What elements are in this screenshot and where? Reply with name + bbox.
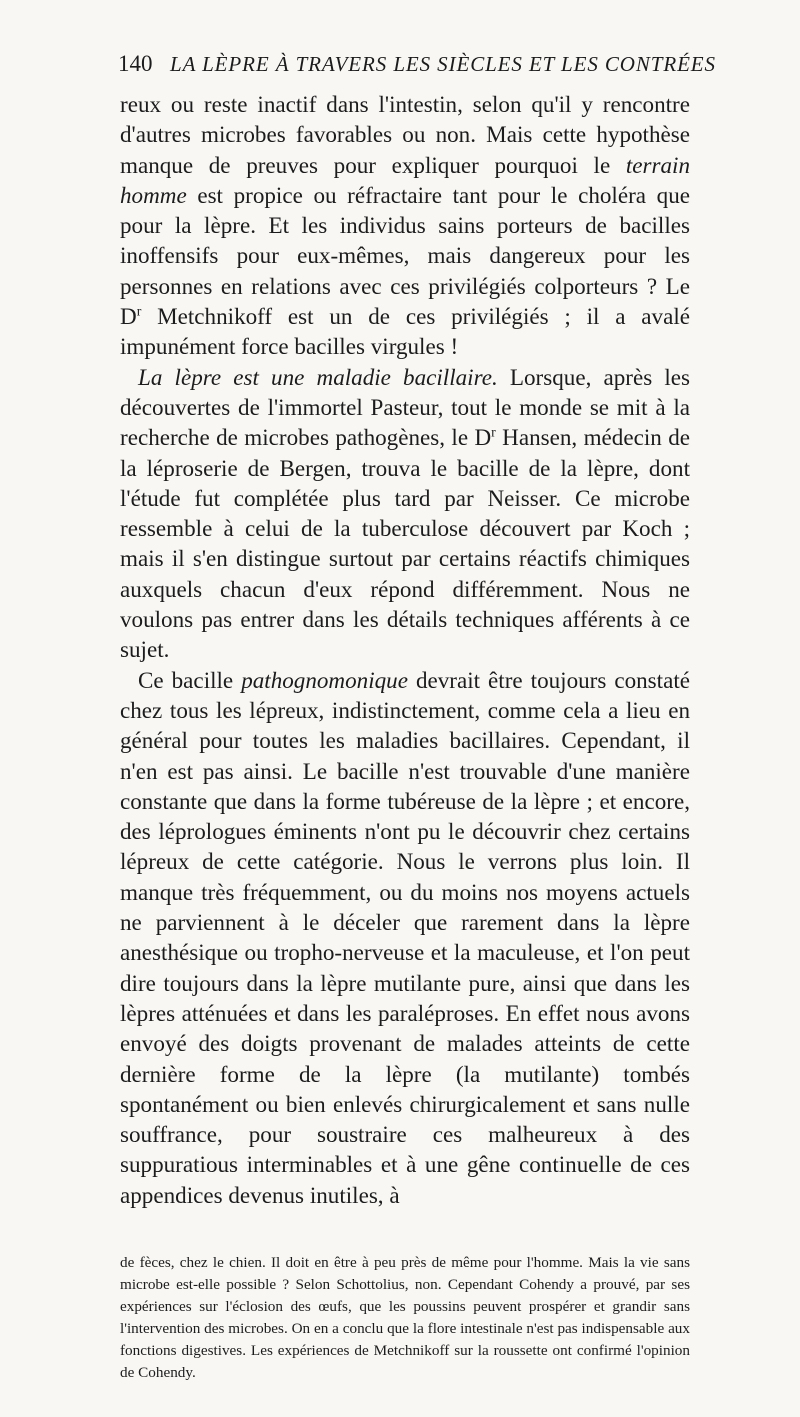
italic-term: pathognomonique [241,666,408,693]
paragraph-1: reux ou reste inactif dans l'intestin, selon qu'il y rencontre d'autres microbes favorables ou non. Mais cette hypothèse manque de preuves pour expliquer pourquoi le terrain homme est propice ou réfractaire tant pour le choléra que pour la lèpre. Et les individus sains porteurs de bacilles inoffensifs pour eux-mêmes, mais dangereux pour les personnes en relations avec ces privilégiés colporteurs ? Le $D^r$ Metchnikoff est un de ces privilégiés ; il a avalé impunément force bacilles virgules ! [120,91,690,360]
paragraph-3: Ce bacille pathognomonique devrait être toujours constaté chez tous les lépreux, indistinctement, comme cela a lieu en général pour toutes les maladies bacillaires. Cependant, il n'en est pas ainsi. Le bacille n'est trouvable d'une manière constante que dans la forme tubéreuse de la lèpre ; et encore, des léprologues éminents n'ont pu le découvrir chez certains lépreux de cette catégorie. Nous le verrons plus loin. Il manque très fréquemment, ou du moins nos moyens actuels ne parviennent à le déceler que rarement dans la lèpre anesthésique ou tropho-nerveuse et la maculeuse, et l'on peut dire toujours dans la lèpre mutilante pure, ainsi que dans les lèpres atténuées et dans les paraléproses. En effet nous avons envoyé des doigts provenant de malades atteints de cette dernière forme de la lèpre (la mutilante) tombés spontanément ou bien enlevés chirurgicalement et sans nulle souffrance, pour soustraire ces malheureux à des suppuratious interminables et à une gêne continuelle de ces appendices devenus inutiles, à [120,666,691,1208]
page-header [118,48,718,84]
section-heading-italic: La lèpre est une maladie bacillaire. [138,363,498,390]
italic-term: terrain homme [120,151,690,208]
footnote [120,1252,690,1384]
running-head: LA LÈPRE À TRAVERS LES SIÈCLES ET LES CONTRÉES [170,52,716,76]
footnote-text: de fèces, chez le chien. Il doit en être à peu près de même pour l'homme. Mais la vie sans microbe est-elle possible ? Selon Schottolius, non. Cependant Cohendy a prouvé, par ses expériences sur l'éclosion des œufs, que les poussins peuvent prospérer et grandir sans l'intervention des microbes. On en a conclu que la flore intestinale n'est pas indispensable aux fonctions digestives. Les expériences de Metchnikoff sur la roussette ont confirmé l'opinion de Cohendy. [120,1254,690,1381]
paragraph-2: La lèpre est une maladie bacillaire. Lorsque, après les découvertes de l'immortel Pasteur, tout le monde se mit à la recherche de microbes pathogènes, le $D^r$ Hansen, médecin de la léproserie de Bergen, trouva le bacille de la lèpre, dont l'étude fut complétée plus tard par Neisser. Ce microbe ressemble à celui de la tuberculose découvert par Koch ; mais il s'en distingue surtout par certains réactifs chimiques auxquels chacun d'eux répond différemment. Nous ne voulons pas entrer dans les détails techniques afférents à ce sujet. [120,363,691,663]
main-text [120,89,690,1210]
page-number: 140 [118,51,153,76]
